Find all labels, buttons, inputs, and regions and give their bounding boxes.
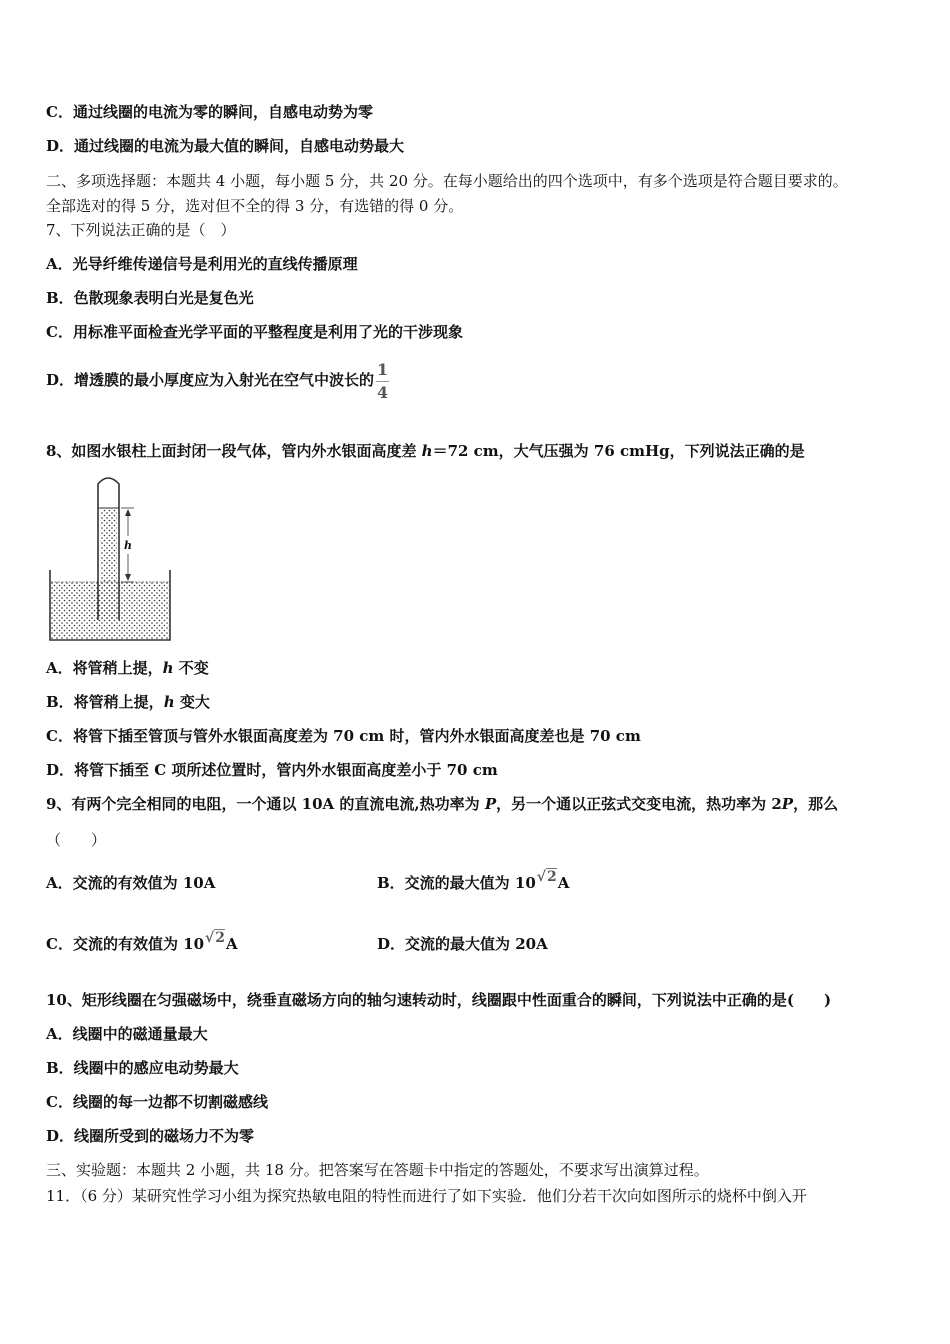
q8-option-b-text-2: 变大 bbox=[174, 693, 210, 711]
q7-option-d bbox=[46, 358, 389, 404]
tube-mercury bbox=[100, 508, 117, 620]
q8-option-b-var: h bbox=[163, 693, 175, 711]
q8-option-c: C．将管下插至管顶与管外水银面高度差为 70 cm 时，管内外水银面高度差也是 70 cm bbox=[46, 727, 641, 745]
q10-option-b: B．线圈中的感应电动势最大 bbox=[46, 1059, 239, 1077]
section3-heading: 三、实验题：本题共 2 小题，共 18 分。把答案写在答题卡中指定的答题处，不要求写出演算过程。 bbox=[46, 1161, 709, 1179]
q7-option-b: B．色散现象表明白光是复色光 bbox=[46, 289, 254, 307]
q8-option-b-text: B．将管稍上提， bbox=[46, 693, 164, 711]
q8-stem-text-2: ＝72 cm，大气压强为 76 cmHg，下列说法正确的是 bbox=[432, 442, 805, 460]
q9-var-p: P bbox=[484, 795, 497, 813]
q8-option-a bbox=[46, 658, 209, 678]
q7-stem: 7、下列说法正确的是（ ） bbox=[46, 221, 236, 239]
section2-scoring: 全部选对的得 5 分，选对但不全的得 3 分，有选错的得 0 分。 bbox=[46, 197, 464, 215]
q6-option-d: D．通过线圈的电流为最大值的瞬间，自感电动势最大 bbox=[46, 137, 405, 155]
sqrt-radicand: 2 bbox=[546, 869, 557, 885]
q9-stem bbox=[46, 794, 838, 814]
q9-var-p-2: P bbox=[781, 795, 794, 813]
q9-option-b-text: B．交流的最大值为 10 bbox=[377, 874, 536, 892]
q8-option-a-var: h bbox=[162, 659, 174, 677]
q9-stem-text: 9、有两个完全相同的电阻，一个通以 10A 的直流电流,热功率为 bbox=[46, 795, 485, 813]
section2-heading: 二、多项选择题：本题共 4 小题，每小题 5 分，共 20 分。在每小题给出的四个选项中，有多个选项是符合题目要求的。 bbox=[46, 172, 848, 190]
q11-stem: 11．（6 分）某研究性学习小组为探究热敏电阻的特性而进行了如下实验．他们分若干次向如图所示的烧杯中倒入开 bbox=[46, 1187, 807, 1205]
q9-stem-text-3: ，那么 bbox=[793, 795, 839, 813]
q9-option-d: D．交流的最大值为 20A bbox=[377, 935, 548, 953]
q10-option-d: D．线圈所受到的磁场力不为零 bbox=[46, 1127, 255, 1145]
h-label: h bbox=[124, 539, 132, 552]
q8-option-b bbox=[46, 692, 210, 712]
q7-option-a: A．光导纤维传递信号是利用光的直线传播原理 bbox=[46, 255, 358, 273]
q10-option-c: C．线圈的每一边都不切割磁感线 bbox=[46, 1093, 268, 1111]
q8-option-a-text-2: 不变 bbox=[173, 659, 209, 677]
q8-option-a-text: A．将管稍上提， bbox=[46, 659, 163, 677]
q8-var-h: h bbox=[421, 442, 433, 460]
q10-stem: 10、矩形线圈在匀强磁场中，绕垂直磁场方向的轴匀速转动时，线圈跟中性面重合的瞬间，下列说法中正确的是( ) bbox=[46, 991, 832, 1009]
sqrt-sign: √2 bbox=[205, 930, 225, 946]
q9-option-c bbox=[46, 930, 238, 955]
q10-option-a: A．线圈中的磁通量最大 bbox=[46, 1025, 208, 1043]
q6-option-c: C．通过线圈的电流为零的瞬间，自感电动势为零 bbox=[46, 103, 373, 121]
sqrt-radicand: 2 bbox=[215, 930, 225, 946]
fraction-numerator: 1 bbox=[376, 359, 389, 382]
q9-option-b bbox=[377, 869, 570, 894]
q9-option-a: A．交流的有效值为 10A bbox=[46, 874, 216, 892]
fraction-one-quarter bbox=[376, 359, 389, 404]
q9-answer-paren: （ ） bbox=[46, 831, 107, 849]
q8-option-d: D．将管下插至 C 项所述位置时，管内外水银面高度差小于 70 cm bbox=[46, 761, 498, 779]
q7-option-c: C．用标准平面检查光学平面的平整程度是利用了光的干涉现象 bbox=[46, 323, 463, 341]
q9-option-c-text: C．交流的有效值为 10 bbox=[46, 935, 205, 953]
q9-option-c-unit: A bbox=[226, 935, 238, 953]
q8-stem-text: 8、如图水银柱上面封闭一段气体，管内外水银面高度差 bbox=[46, 442, 422, 460]
q9-stem-text-2: ，另一个通以正弦式交变电流，热功率为 2 bbox=[496, 795, 782, 813]
q9-option-b-unit: A bbox=[557, 874, 570, 892]
q8-stem bbox=[46, 441, 805, 461]
fraction-denominator: 4 bbox=[377, 382, 389, 402]
mercury-tube-figure bbox=[48, 474, 174, 646]
h-arrowhead-down bbox=[125, 574, 131, 581]
sqrt-sign: √2 bbox=[536, 869, 557, 885]
h-arrowhead-up bbox=[125, 509, 131, 516]
q7-option-d-text: D．增透膜的最小厚度应为入射光在空气中波长的 bbox=[46, 371, 375, 389]
